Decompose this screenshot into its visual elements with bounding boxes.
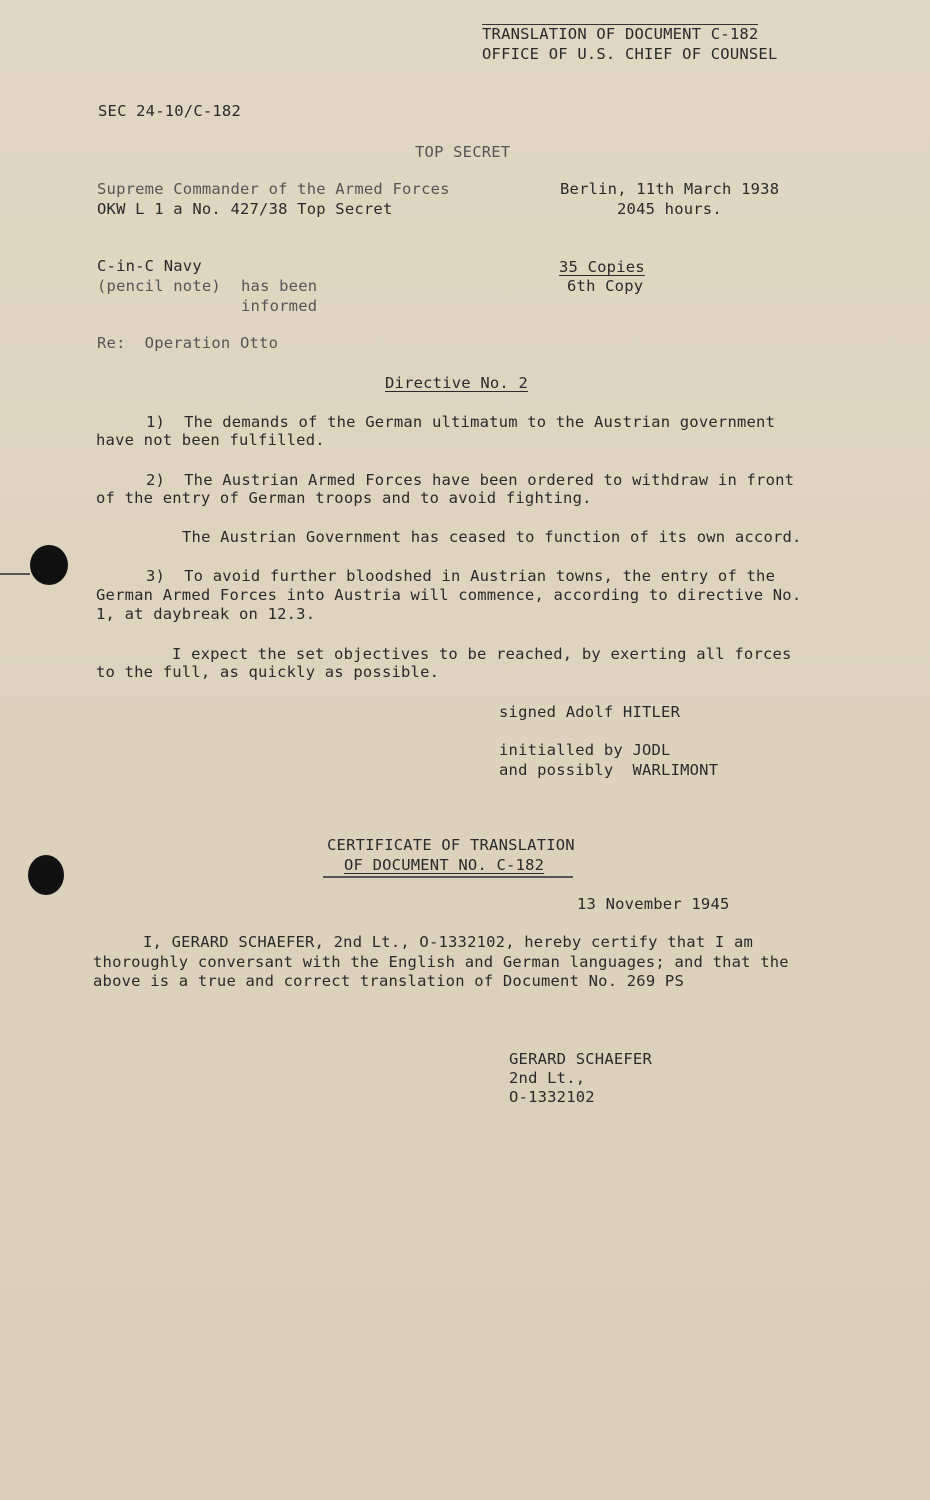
- certificate-text-line-1: I, GERARD SCHAEFER, 2nd Lt., O-1332102, hereby certify that I am: [143, 933, 754, 951]
- certificate-text-line-2: thoroughly conversant with the English and German languages; and that the: [93, 953, 789, 971]
- copy-number: 6th Copy: [567, 277, 644, 295]
- initialled-line-2: and possibly WARLIMONT: [499, 761, 719, 779]
- paragraph-1-line-1: 1) The demands of the German ultimatum to the Austrian government: [146, 413, 776, 431]
- distribution-line-1: C-in-C Navy: [97, 257, 202, 275]
- paragraph-2-line-1: 2) The Austrian Armed Forces have been ordered to withdraw in front: [146, 471, 795, 489]
- edge-mark: [0, 573, 30, 575]
- translator-rank: 2nd Lt.,: [509, 1069, 586, 1087]
- directive-title: Directive No. 2: [385, 374, 528, 392]
- paragraph-2-line-2: of the entry of German troops and to avoid fighting.: [96, 489, 592, 507]
- certificate-text-line-3: above is a true and correct translation of Document No. 269 PS: [93, 972, 684, 990]
- certificate-title-2: OF DOCUMENT NO. C-182: [344, 856, 545, 874]
- certificate-underline: [323, 876, 573, 878]
- punch-hole-upper: [30, 545, 68, 585]
- place-date-line-2: 2045 hours.: [617, 200, 722, 218]
- punch-hole-lower: [28, 855, 64, 895]
- paragraph-2b: The Austrian Government has ceased to function of its own accord.: [182, 528, 802, 546]
- translator-serial: O-1332102: [509, 1088, 595, 1106]
- informed-line-2: informed: [241, 297, 318, 315]
- paragraph-3-line-3: 1, at daybreak on 12.3.: [96, 605, 316, 623]
- pencil-note: (pencil note): [97, 277, 221, 295]
- copies-count: 35 Copies: [559, 258, 645, 276]
- signed-by: signed Adolf HITLER: [499, 703, 681, 721]
- place-date-line-1: Berlin, 11th March 1938: [560, 180, 780, 198]
- header-line-1: TRANSLATION OF DOCUMENT C-182: [482, 25, 759, 43]
- paragraph-1-line-2: have not been fulfilled.: [96, 431, 325, 449]
- sender-line-1: Supreme Commander of the Armed Forces: [97, 180, 450, 198]
- reference-code: SEC 24-10/C-182: [98, 102, 241, 120]
- certificate-title-1: CERTIFICATE OF TRANSLATION: [327, 836, 575, 854]
- header-line-2: OFFICE OF U.S. CHIEF OF COUNSEL: [482, 45, 778, 63]
- paragraph-4-line-2: to the full, as quickly as possible.: [96, 663, 440, 681]
- paragraph-3-line-2: German Armed Forces into Austria will commence, according to directive No.: [96, 586, 802, 604]
- informed-line-1: has been: [241, 277, 318, 295]
- sender-line-2: OKW L 1 a No. 427/38 Top Secret: [97, 200, 393, 218]
- paragraph-3-line-1: 3) To avoid further bloodshed in Austrian towns, the entry of the: [146, 567, 776, 585]
- translator-name: GERARD SCHAEFER: [509, 1050, 652, 1068]
- initialled-line-1: initialled by JODL: [499, 741, 671, 759]
- subject-line: Re: Operation Otto: [97, 334, 279, 352]
- certificate-date: 13 November 1945: [577, 895, 730, 913]
- paragraph-4-line-1: I expect the set objectives to be reached, by exerting all forces: [172, 645, 792, 663]
- classification: TOP SECRET: [415, 143, 511, 161]
